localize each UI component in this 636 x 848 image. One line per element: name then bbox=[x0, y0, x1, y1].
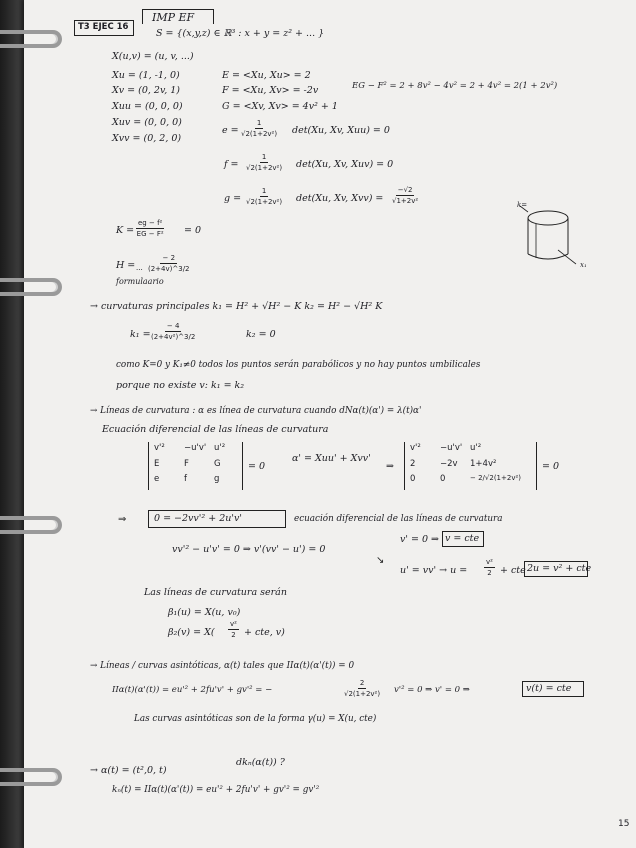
m1-cell: u'² bbox=[214, 443, 226, 453]
m1-cell: G bbox=[214, 458, 221, 469]
H-denominator: (2+4v)^3/2 bbox=[148, 265, 190, 273]
asymptotic-equation: IIα(t)(α'(t)) = eu'² + 2fu'v' + gv'² = − bbox=[112, 685, 273, 695]
matrix1-equals-zero: = 0 bbox=[248, 461, 266, 472]
case2-fraction bbox=[484, 558, 495, 577]
first-form-F: F = <Xu, Xv> = -2v bbox=[222, 85, 319, 96]
asymptotic-fraction bbox=[344, 679, 380, 698]
second-form-e-det: det(Xu, Xv, Xuu) = 0 bbox=[292, 125, 390, 136]
second-form-f-det: det(Xu, Xv, Xuv) = 0 bbox=[296, 159, 394, 170]
first-form-E: E = <Xu, Xu> = 2 bbox=[222, 70, 311, 81]
second-form-g-fraction bbox=[246, 187, 282, 206]
beta2-end: + cte, v) bbox=[244, 627, 285, 638]
asymptotic-implication: v'² = 0 ⇒ v' = 0 ⇒ bbox=[394, 685, 470, 695]
binder-ring bbox=[0, 768, 62, 786]
factored-equation: vv'² − u'v' = 0 ⇒ v'(vv' − u') = 0 bbox=[172, 544, 326, 555]
gauss-curvature-label: K = bbox=[116, 225, 135, 236]
cylinder-sketch bbox=[518, 200, 608, 276]
case2-numerator: v² bbox=[486, 558, 493, 566]
case-v-prime-zero: v' = 0 ⇒ bbox=[400, 534, 440, 545]
gauss-curvature-fraction bbox=[136, 219, 164, 238]
mean-curvature-label: H = bbox=[116, 260, 136, 271]
K-denominator: EG − F² bbox=[136, 230, 164, 238]
m2-cell: 1+4v² bbox=[470, 458, 497, 469]
case1-result: v = cte bbox=[445, 533, 480, 544]
k2-value: k₂ = 0 bbox=[246, 329, 276, 340]
second-form-f-label: f = bbox=[224, 159, 239, 170]
sketch-label-top: k= bbox=[517, 201, 528, 209]
lines-of-curvature-diffeq: Ecuación diferencial de las líneas de curvatura bbox=[102, 424, 329, 435]
f-denominator: √2(1+2v²) bbox=[246, 164, 283, 172]
binder-ring bbox=[0, 30, 62, 48]
m1-cell: −u'v' bbox=[184, 443, 207, 453]
second-form-e-label: e = bbox=[222, 125, 239, 136]
beta1: β₁(u) = X(u, v₀) bbox=[168, 607, 241, 618]
gauss-curvature-value: = 0 bbox=[184, 225, 202, 236]
implication-arrow: ⇒ bbox=[118, 514, 127, 525]
matrix2-left-bar bbox=[404, 442, 405, 490]
binder-ring bbox=[0, 278, 62, 296]
param-xu: Xu = (1, -1, 0) bbox=[112, 70, 180, 81]
normal-curvature-question: dkₙ(α(t)) ? bbox=[236, 757, 285, 768]
param-xv: Xv = (0, 2v, 1) bbox=[112, 85, 180, 96]
asymptotic-numerator: 2 bbox=[359, 679, 365, 687]
g-value-denominator: √1+2v² bbox=[392, 197, 419, 205]
g-denominator: √2(1+2v²) bbox=[246, 198, 283, 206]
k1-denominator: (2+4v²)^3/2 bbox=[151, 333, 196, 341]
second-form-f-fraction bbox=[246, 153, 282, 172]
case-u-prime: u' = vv' → u = bbox=[400, 565, 468, 576]
param-xvv: Xvv = (0, 2, 0) bbox=[112, 133, 182, 144]
m2-cell: 2 bbox=[410, 458, 416, 469]
m1-cell: g bbox=[214, 474, 220, 484]
normal-curvature: kₙ(t) = IIα(t)(α'(t)) = eu'² + 2fu'v' + gv'² = gv'² bbox=[112, 785, 320, 795]
matrix2-equals-zero: = 0 bbox=[542, 461, 560, 472]
second-form-g-det: det(Xu, Xv, Xvv) = bbox=[296, 193, 384, 204]
lines-of-curvature-intro: → Líneas de curvatura : α es línea de curvatura cuando dNα(t)(α') = λ(t)α' bbox=[90, 406, 422, 416]
matrix1-left-bar bbox=[148, 442, 149, 490]
asymptotic-intro: → Líneas / curvas asintóticas, α(t) tales que IIα(t)(α'(t)) = 0 bbox=[90, 661, 355, 671]
sketch-label-bottom: x₁ bbox=[580, 261, 587, 269]
k1-label: k₁ = bbox=[130, 329, 151, 340]
mean-curvature-fraction bbox=[148, 254, 190, 273]
exercise-code: T3 EJEC 16 bbox=[78, 22, 129, 32]
K-numerator: eg − f² bbox=[138, 219, 163, 227]
f-numerator: 1 bbox=[261, 153, 267, 161]
asymptotic-form: Las curvas asintóticas son de la forma γ(u) = X(u, cte) bbox=[134, 714, 377, 724]
diffeq-result-note: ecuación diferencial de las líneas de curvatura bbox=[294, 514, 503, 524]
principal-curvatures: → curvaturas principales k₁ = H² + √H² − K k₂ = H² − √H² K bbox=[90, 301, 383, 312]
matrix2-right-bar bbox=[536, 442, 537, 490]
second-form-e-fraction bbox=[241, 119, 277, 138]
case2-denominator: 2 bbox=[487, 569, 492, 577]
m2-cell: −u'v' bbox=[440, 443, 463, 453]
m2-cell: − 2/√2(1+2v²) bbox=[470, 474, 521, 482]
H-numerator: − 2 bbox=[162, 254, 176, 262]
m2-cell: u'² bbox=[470, 443, 482, 453]
matrix1 bbox=[154, 444, 244, 484]
e-numerator: 1 bbox=[256, 119, 262, 127]
page-title: IMP EF bbox=[152, 11, 195, 24]
m2-cell: 0 bbox=[410, 474, 416, 484]
case2-constant: + cte bbox=[500, 565, 526, 576]
page-number: 15 bbox=[618, 819, 630, 829]
surface-definition: S = {(x,y,z) ∈ ℝ³ : x + y = z² + ... } bbox=[156, 28, 325, 39]
matrix2 bbox=[410, 444, 530, 484]
binder-ring bbox=[0, 516, 62, 534]
param-xuv: Xuv = (0, 0, 0) bbox=[112, 117, 182, 128]
mean-curvature-mid: ... bbox=[136, 264, 143, 272]
implies-arrow: ⇒ bbox=[386, 461, 394, 472]
point-classification: como K=0 y K₁≠0 todos los puntos serán parabólicos y no hay puntos umbilicales bbox=[116, 360, 481, 370]
e-denominator: √2(1+2v²) bbox=[241, 130, 278, 138]
asymptotic-result: v(t) = cte bbox=[526, 683, 572, 694]
m2-cell: 0 bbox=[440, 474, 446, 484]
no-umbilic-reason: porque no existe v: k₁ = k₂ bbox=[116, 380, 245, 391]
curvature-lines-heading: Las líneas de curvatura serán bbox=[144, 587, 287, 598]
param-xuu: Xuu = (0, 0, 0) bbox=[112, 101, 183, 112]
m1-cell: e bbox=[154, 474, 160, 484]
asymptotic-denominator: √2(1+2v²) bbox=[344, 690, 381, 698]
beta2-numerator: v² bbox=[230, 620, 237, 628]
alpha-of-t: → α(t) = (t²,0, t) bbox=[90, 765, 167, 776]
beta2-fraction bbox=[228, 620, 239, 639]
beta2-denominator: 2 bbox=[231, 631, 236, 639]
param-x: X(u,v) = (u, v, ...) bbox=[112, 51, 194, 62]
alpha-prime: α' = Xuu' + Xvv' bbox=[292, 453, 371, 464]
m1-cell: f bbox=[184, 474, 187, 484]
beta2-start: β₂(v) = X( bbox=[168, 627, 215, 638]
m1-cell: v'² bbox=[154, 443, 165, 453]
g-value-numerator: −√2 bbox=[397, 186, 413, 194]
m1-cell: E bbox=[154, 458, 160, 469]
second-form-g-label: g = bbox=[224, 193, 242, 204]
first-form-determinant: EG − F² = 2 + 8v² − 4v² = 2 + 4v² = 2(1 + 2v²) bbox=[352, 81, 558, 91]
first-form-G: G = <Xv, Xv> = 4v² + 1 bbox=[222, 101, 338, 112]
k1-numerator: − 4 bbox=[166, 322, 180, 330]
m2-cell: −2v bbox=[440, 458, 458, 469]
diffeq-result: 0 = −2vv'² + 2u'v' bbox=[154, 513, 242, 524]
g-value-fraction bbox=[392, 186, 418, 205]
m1-cell: F bbox=[184, 458, 189, 469]
k1-fraction bbox=[151, 322, 195, 341]
notebook-page bbox=[24, 0, 636, 848]
m2-cell: v'² bbox=[410, 443, 421, 453]
g-numerator: 1 bbox=[261, 187, 267, 195]
formula-note: formulaario bbox=[116, 277, 164, 286]
branch-arrow: ↘ bbox=[376, 555, 385, 566]
case2-result: 2u = v² + cte bbox=[527, 563, 592, 574]
